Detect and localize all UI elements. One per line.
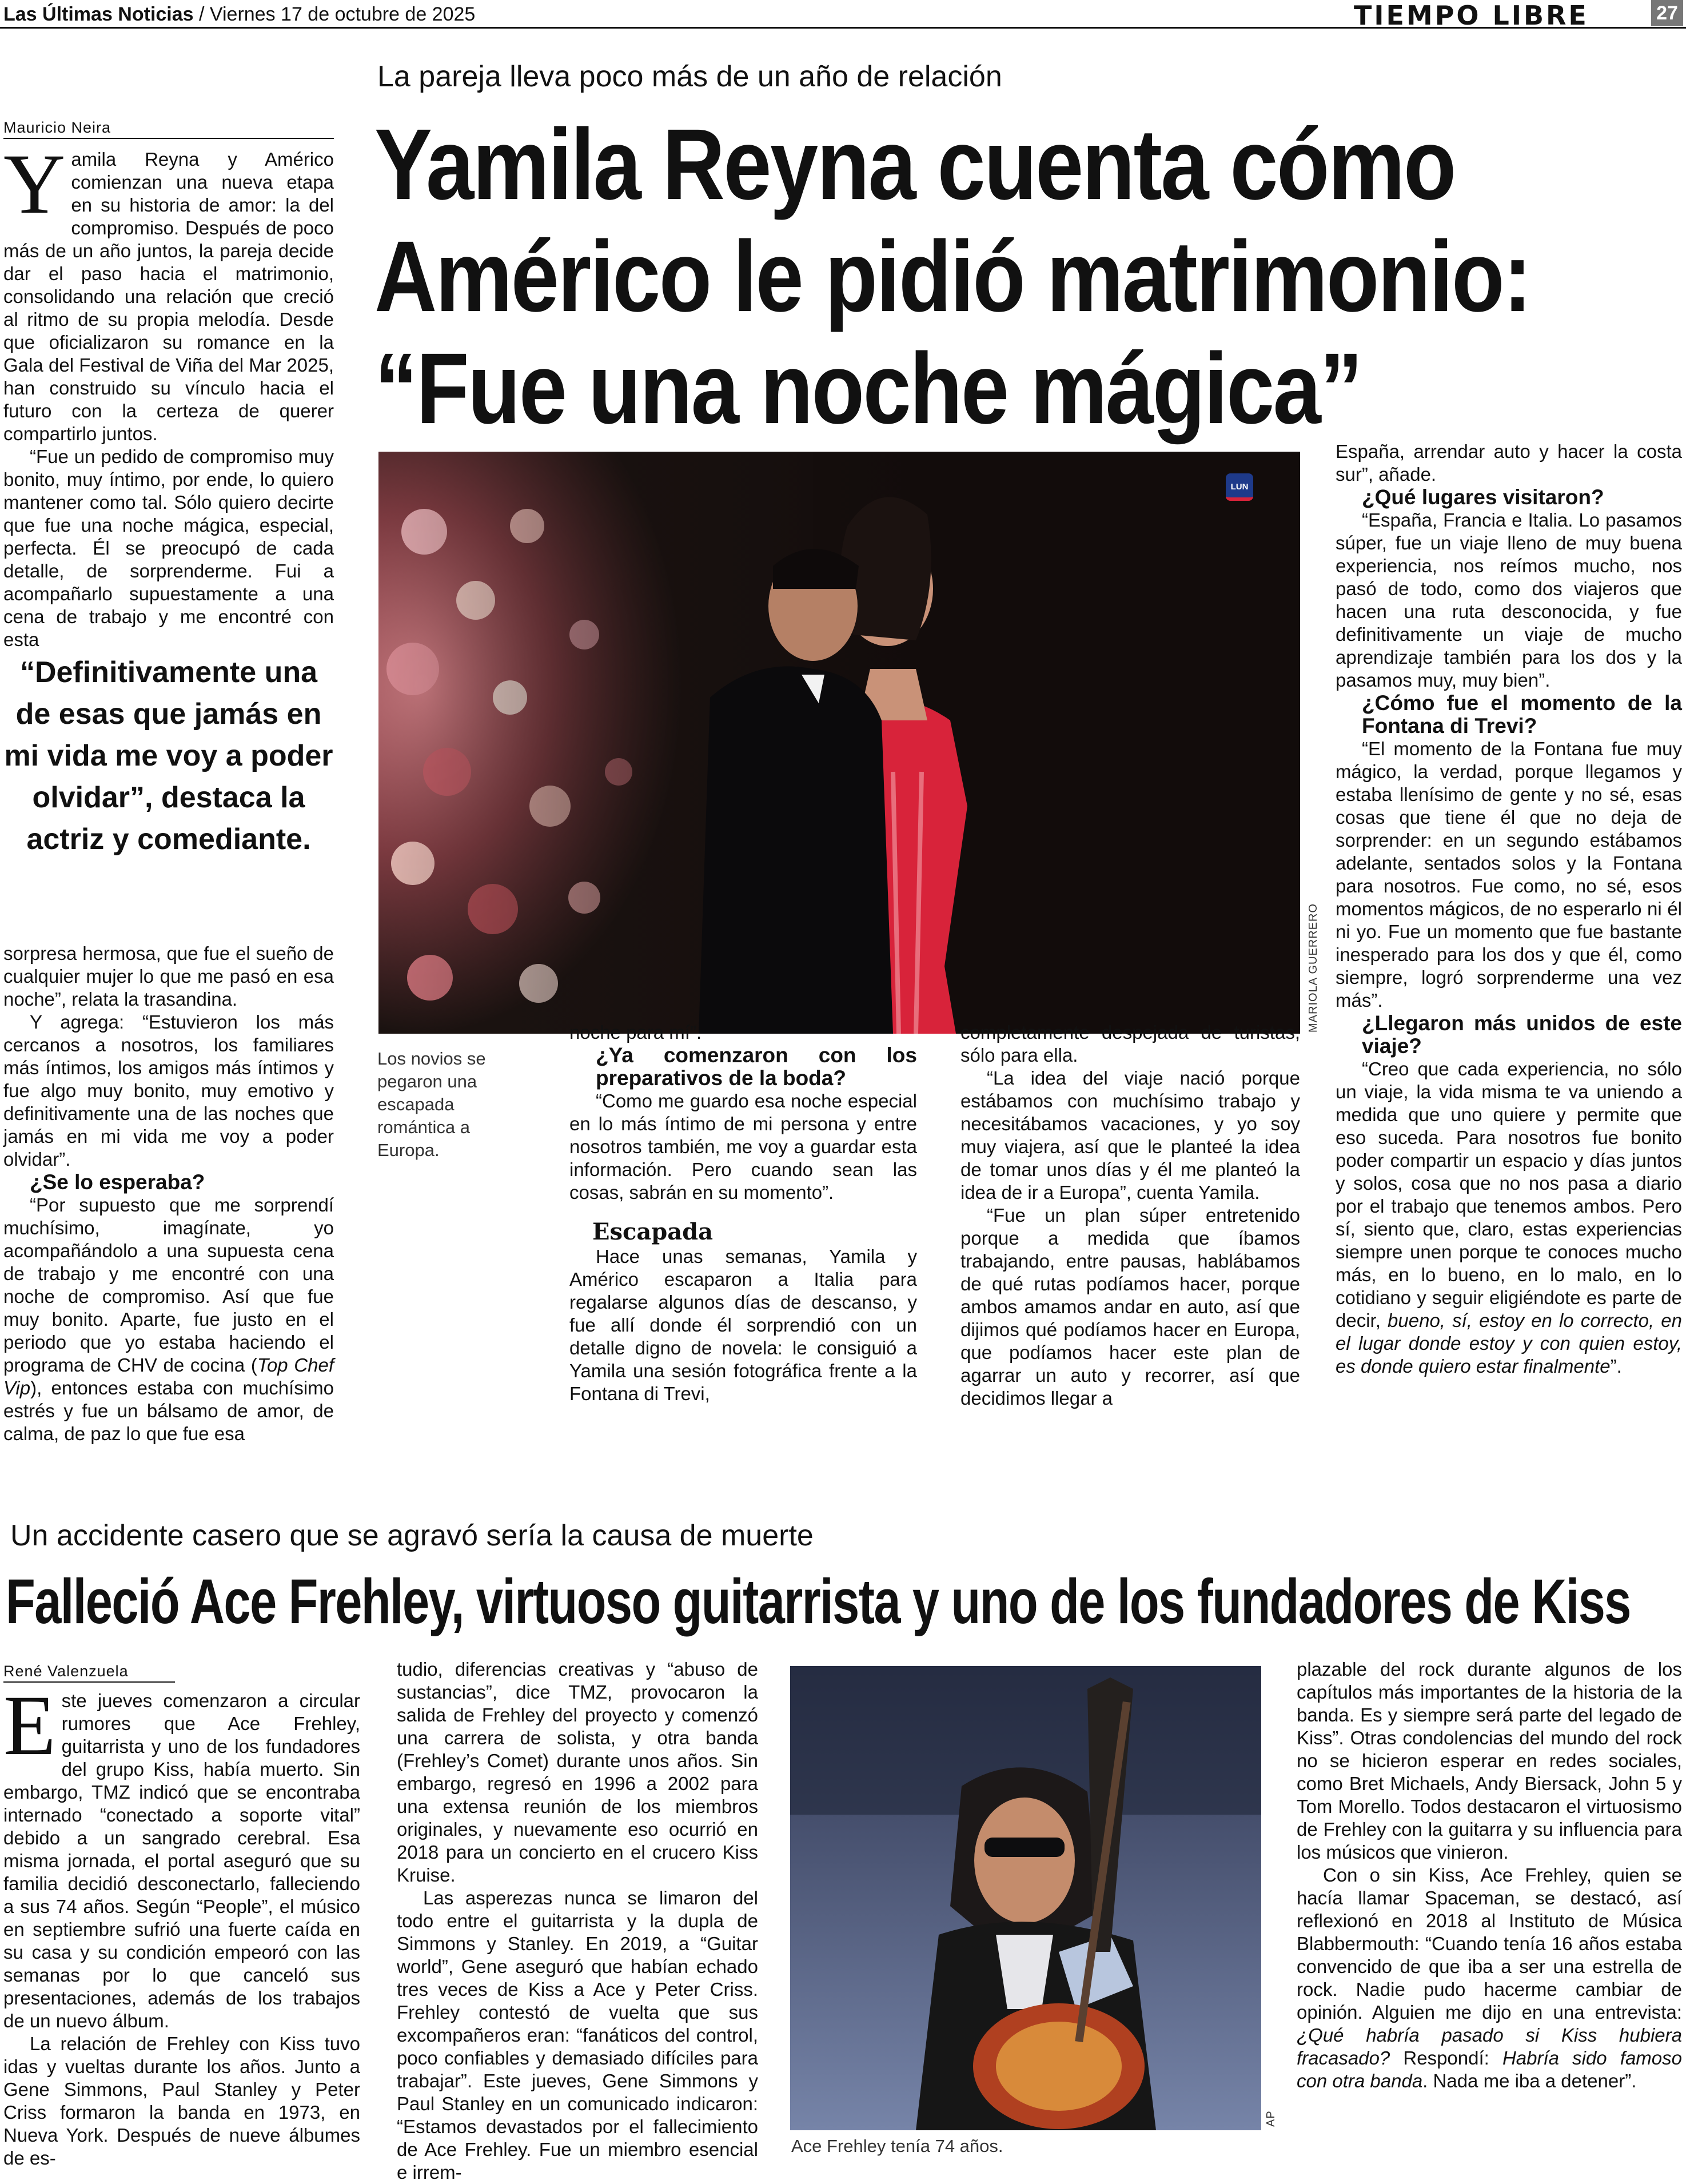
paragraph: tudio, diferencias creativas y “abuso de sustancias”, dice TMZ, provocaron la salida de Frehley del proyecto y comenzó una carrera de solista, y otra banda (Frehley’s Comet) durante unos años. Sin embargo, regresó en 1996 a 2002 para una extensa reunión de los miembros originales, y nuevamente eso ocurrió en 2018 para un concierto en el crucero Kiss Kruise. [397,1659,758,1886]
headline-line-2: Américo le pidió matrimonio: [374,221,1530,333]
paragraph: España, arrendar auto y hacer la costa sur”, añade. [1336,441,1682,485]
paragraph: Hace unas semanas, Yamila y Américo escaparon a Italia para regalarse algunos días de descanso, y fue allí donde él sorprendió con un detalle digno de novela: le consiguió a Yamila una sesión fotográfica frente a la Fontana di Trevi, [569,1246,917,1404]
article1-headline [374,109,1530,445]
article2-column-1 [3,1663,360,2170]
paragraph: La relación de Frehley con Kiss tuvo idas y vueltas durante los años. Junto a Gene Simmons, Paul Stanley y Peter Criss formaron la banda en 1973, en Nueva York. Después de nueve álbumes de es- [3,2033,360,2169]
header-date: Viernes 17 de octubre de 2025 [209,3,476,25]
article2-kicker: Un accidente casero que se agravó sería la causa de muerte [10,1519,814,1552]
pullquote: “Definitivamente una de esas que jamás en mi vida me voy a poder olvidar”, destaca la actriz y comediante. [4,656,333,856]
paragraph: “La idea del viaje nació porque estábamos con muchísimo trabajo y necesitábamos vacaciones, y yo soy muy viajera, así que le planteé la idea de tomar unos días y él me planteó la idea de ir a Europa”, cuenta Yamila. [960,1067,1300,1203]
masthead: Las Últimas Noticias [3,3,194,25]
subhead: Escapada [592,1218,714,1245]
paragraph: plazable del rock durante algunos de los capítulos más importantes de la historia de la banda. Es y siempre será parte del legado de Kiss”. Otras condolencias del mundo del rock no se hicieron esperar en redes sociales, como Bret Michaels, Andy Biersack, John 5 y Tom Morello. Todos destacaron el virtuosismo de Frehley con la guitarra y su influencia para los músicos que vinieron. [1297,1659,1682,1863]
article1-column-3 [960,1021,1300,1410]
article2-photo [790,1666,1261,2130]
paragraph: “Como me guardo esa noche especial en lo más íntimo de mi persona y entre nosotros también, me voy a guardar esta información. Pero cuando sean las cosas, sabrán en su momento”. [569,1090,917,1203]
page-number: 27 [1651,0,1683,26]
photo-caption: Ace Frehley tenía 74 años. [791,2136,1003,2156]
article1-column-4 [1336,440,1682,1378]
photo-credit: MARIOLA GUERRERO [1307,903,1320,1033]
byline: Mauricio Neira [3,119,334,139]
article2-column-3 [1297,1658,1682,2093]
paragraph: Yamila Reyna y Américo comienzan una nueva etapa en su historia de amor: la del compromiso. Después de poco más de un año juntos, la pareja decide dar el paso hacia el matrimonio, consolidando una relación que creció al ritmo de su propia melodía. Desde que oficializaron su romance en la Gala del Festival de Viña del Mar 2025, han construido su vínculo hacia el futuro con la certeza de querer compartirlo juntos. [3,137,334,444]
paragraph: “Fue un plan súper entretenido porque a medida que íbamos trabajando, entre pausas, hablábamos de qué rutas podíamos hacer, porque ambos amamos andar en auto, así que dijimos qué podíamos hacer en Europa, que podíamos hacer este plan de agarrar un auto y recorrer, así que decidimos llegar a [960,1205,1300,1409]
article1-photo [378,452,1300,1034]
header-left [3,3,475,26]
byline: René Valenzuela [3,1663,175,1683]
paragraph: Y agrega: “Estuvieron los más cercanos a nosotros, los familiares más íntimos, los amigos más íntimos y fue algo muy bonito, muy emotivo y definitivamente una de las noches que jamás en mi vida me voy a poder olvidar”. [3,1011,334,1170]
section-name: TIEMPO LIBRE [1354,0,1589,31]
couple-photo [378,452,1300,1034]
headline-line-3: “Fue una noche mágica” [374,333,1362,445]
article1-col1-text-top [3,137,334,651]
paragraph: “Por supuesto que me sorprendí muchísimo, imagínate, yo acompañándolo a una supuesta cena de trabajo y me encontré con una noche de compromiso. Así que fue muy bonito. Aparte, fue justo en el periodo que yo estaba haciendo el programa de CHV de cocina (Top Chef Vip), entonces estaba con muchísimo estrés y fue un bálsamo de amor, de calma, de paz lo que fue esa [3,1194,334,1444]
paragraph: “Creo que cada experiencia, no sólo un viaje, la vida misma te va uniendo a medida que uno quiere y permite que eso suceda. Para nosotros fue bonito poder compartir un espacio y días juntos y solos, cosa que no nos pasa a diario por el trabajo que tenemos ambos. Pero sí, siento que, claro, estas experiencias siempre unen porque te conoces mucho más, en lo bueno, en lo malo, en lo cotidiano y seguir eligiéndote es parte de decir, bueno, sí, estoy en lo correcto, en el lugar donde estoy y con quien estoy, es donde quiero estar finalmente”. [1336,1058,1682,1377]
article2-column-2 [397,1658,758,2184]
article1-column-2 [569,1021,917,1405]
article2-col1-text [3,1678,360,2170]
headline-line-1: Yamila Reyna cuenta cómo [374,109,1455,221]
dropcap: Y [3,137,66,232]
paragraph: sorpresa hermosa, que fue el sueño de cualquier mujer lo que me pasó en esa noche”, relata la trasandina. [3,943,334,1010]
article1-kicker: La pareja lleva poco más de un año de relación [377,60,1002,93]
question: ¿Qué lugares visitaron? [1362,485,1604,509]
article1-col1-text-bottom [3,942,334,1445]
paragraph: “España, Francia e Italia. Lo pasamos súper, fue un viaje lleno de muy buena experiencia, nos reímos mucho, nos pasó de todo, como dos viajeros que hacen una ruta desconocida, y fue definitivamente un viaje de mucho aprendizaje también para los dos y la pasamos muy, muy bien”. [1336,509,1682,691]
article1-column-1 [3,119,334,651]
paragraph: “El momento de la Fontana fue muy mágico, la verdad, porque llegamos y estaba llenísimo de gente y no sé, esas cosas que tiene él que no deja de sorprender: en un segundo estábamos adelante, sentados solos y la Fontana para nosotros. Fue como, no sé, esos momentos mágicos, de no esperarlo ni él ni yo. Fue un momento que fue bastante inesperado para los dos y que él, como siempre, logró sorprenderme una vez más”. [1336,738,1682,1011]
paragraph: “Fue un pedido de compromiso muy bonito, muy íntimo, por ende, lo quiero mantener como tal. Sólo quiero decirte que fue una noche mágica, especial, perfecta. Él se preocupó de cada detalle, de sorprenderme. Fui a acompañarlo supuestamente a una cena de trabajo y me encontré con esta [3,446,334,650]
question: ¿Ya comenzaron con los preparativos de la boda? [596,1043,917,1090]
page-header [0,0,1686,29]
article2-headline: Falleció Ace Frehley, virtuoso guitarrista y uno de los fundadores de Kiss [6,1567,1631,1637]
question: ¿Llegaron más unidos de este viaje? [1362,1011,1682,1058]
paragraph: Con o sin Kiss, Ace Frehley, quien se hacía llamar Spaceman, se destacó, así reflexionó en 2018 al Instituto de Música Blabbermouth: “Cuando tenía 16 años estaba convencido de que iba a ser una estrella de rock. Nadie pudo hacerme cambiar de opinión. Alguien me dijo en una entrevista: ¿Qué habría pasado si Kiss hubiera fracasado? Respondí: Habría sido famoso con otra banda. Nada me iba a detener”. [1297,1864,1682,2091]
paragraph: Las asperezas nunca se limaron del todo entre el guitarrista y la dupla de Simmons y Stanley. En 2019, a “Guitar world”, Gene aseguró que habían echado tres veces de Kiss a Ace y Peter Criss. Frehley contestó de vuelta que sus excompañeros eran: “fanáticos del control, poco confiables y demasiado difíciles para trabajar”. Este jueves, Gene Simmons y Paul Stanley en un comunicado indicaron: “Estamos devastados por el fallecimiento de Ace Frehley. Fue un miembro esencial e irrem- [397,1887,758,2183]
guitarist-photo [790,1666,1261,2130]
photo-credit: AP [1265,2110,1277,2127]
dropcap: E [3,1678,56,1773]
photo-caption: Los novios se pegaron una escapada romántica a Europa. [377,1049,486,1160]
header-separator: / [199,3,205,25]
paragraph: completamente despejada de turistas, sólo para ella. [960,1022,1300,1066]
lun-logo: LUN [1226,473,1253,501]
paragraph: Este jueves comenzaron a circular rumores que Ace Frehley, guitarrista y uno de los fundadores del grupo Kiss, había muerto. Sin embargo, TMZ indicó que se encontraba internado “conectado a soporte vital” debido a un sangrado cerebral. Esa misma jornada, el portal aseguró que su familia decidió desconectarlo, falleciendo a sus 74 años. Según “People”, el músico en septiembre sufrió una fuerte caída en su casa y su condición empeoró con las semanas por lo que canceló sus presentaciones, además de los trabajos de un nuevo álbum. [3,1678,360,2031]
question: ¿Se lo esperaba? [30,1170,205,1194]
question: ¿Cómo fue el momento de la Fontana di Trevi? [1362,691,1682,738]
paragraph: noche para mí”. [569,1022,702,1043]
